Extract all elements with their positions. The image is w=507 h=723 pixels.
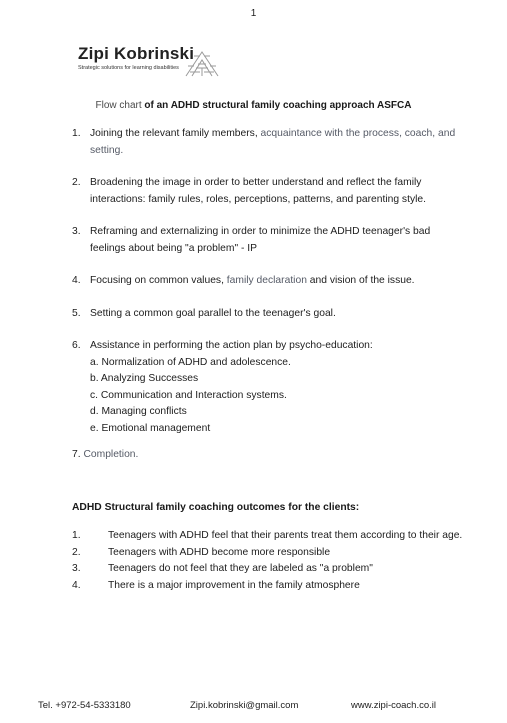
footer-email: Zipi.kobrinski@gmail.com (190, 700, 299, 711)
step-number: 6. (72, 340, 81, 351)
sub-item: a. Normalization of ADHD and adolescence. (90, 356, 291, 368)
step-number: 7. (72, 449, 84, 460)
maze-icon (182, 46, 222, 82)
list-item (72, 306, 467, 323)
list-item (72, 545, 464, 562)
page-number: 1 (250, 8, 257, 19)
outcomes-heading: ADHD Structural family coaching outcomes for the clients: (72, 502, 360, 513)
list-item (72, 126, 467, 159)
outcomes-list (72, 528, 464, 594)
page-title (0, 100, 507, 111)
step-text: Broadening the image in order to better understand and reflect the family interactions: family rules, roles, perceptions, patterns, and parenting style. (90, 177, 426, 205)
step-text: Reframing and externalizing in order to minimize the ADHD teenager's bad feelings about being "a problem" - IP (90, 226, 431, 254)
list-item (72, 273, 467, 290)
step-text: Focusing on common values, family declaration and vision of the issue. (90, 275, 415, 286)
outcome-number: 3. (72, 563, 81, 574)
list-item (72, 578, 464, 595)
step-number: 5. (72, 307, 81, 319)
sub-item: b. Analyzing Successes (90, 373, 199, 384)
outcome-text: Teenagers do not feel that they are labeled as "a problem" (108, 563, 373, 574)
logo (78, 44, 228, 84)
sub-item: d. Managing conflicts (90, 406, 187, 417)
step-text: Setting a common goal parallel to the teenager's goal. (90, 307, 336, 319)
title-part1: Flow chart (95, 100, 142, 111)
outcome-number: 2. (72, 546, 81, 558)
step-text: Assistance in performing the action plan by psycho-education: (90, 340, 373, 351)
sub-item: c. Communication and Interaction systems. (90, 389, 287, 401)
footer-website: www.zipi-coach.co.il (351, 700, 436, 711)
logo-name: Zipi Kobrinski (78, 44, 195, 63)
footer-phone: Tel. +972-54-5333180 (38, 700, 131, 711)
list-item (72, 528, 464, 545)
step-number: 1. (72, 128, 81, 139)
step-number: 3. (72, 226, 81, 237)
step-number: 2. (72, 177, 81, 188)
outcome-number: 1. (72, 530, 81, 541)
list-item (72, 224, 467, 257)
list-item (72, 447, 467, 464)
outcome-text: There is a major improvement in the family atmosphere (108, 579, 360, 591)
list-item (72, 338, 467, 355)
step-text: Joining the relevant family members, acquaintance with the process, coach, and setting. (90, 128, 456, 156)
step-text: Completion. (83, 449, 139, 460)
outcome-text: Teenagers with ADHD become more responsible (108, 546, 331, 558)
outcome-text: Teenagers with ADHD feel that their parents treat them according to their age. (108, 530, 463, 541)
list-item (72, 175, 467, 208)
step-number: 4. (72, 275, 81, 286)
title-part2: of an ADHD structural family coaching approach ASFCA (141, 100, 412, 111)
outcome-number: 4. (72, 579, 81, 591)
sub-item: e. Emotional management (90, 422, 211, 434)
list-item (72, 561, 464, 578)
steps-list (72, 126, 467, 464)
logo-tagline: Strategic solutions for learning disabilities (78, 65, 179, 71)
